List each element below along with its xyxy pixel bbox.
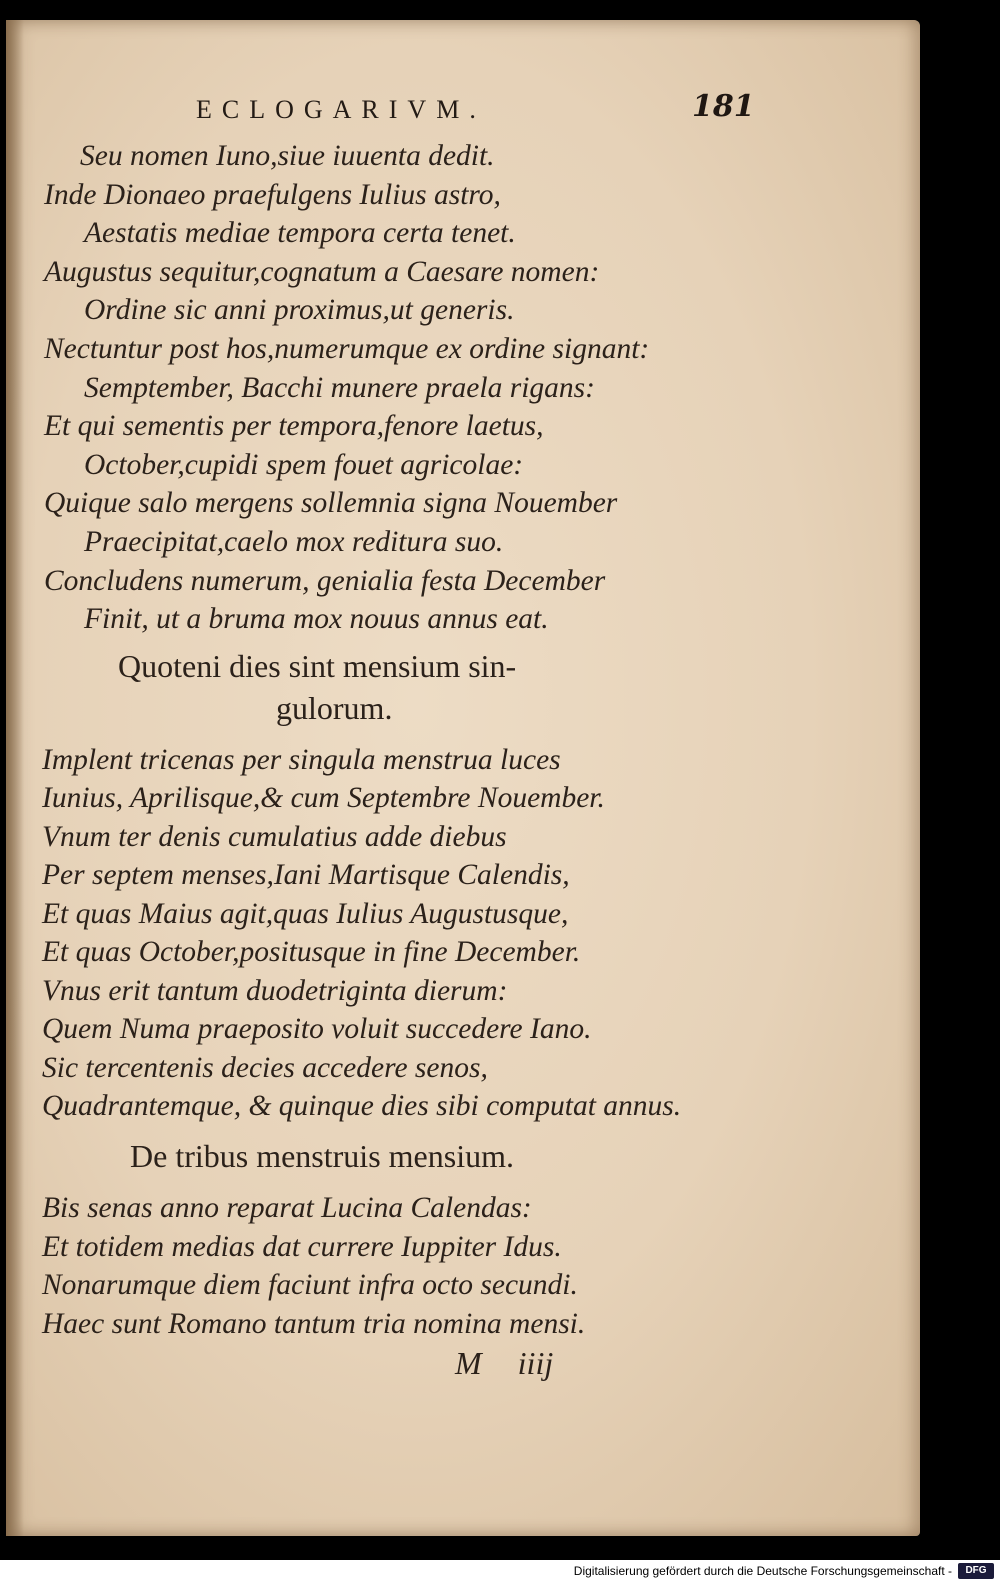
verse-line: Et quas October,positusque in fine December.	[42, 936, 581, 968]
verse-line: Ordine sic anni proximus,ut generis.	[84, 294, 515, 326]
verse-line: Sic tercentenis decies accedere senos,	[42, 1052, 488, 1084]
verse-line: Concludens numerum, genialia festa December	[44, 565, 606, 597]
verse-line: Finit, ut a bruma mox nouus annus eat.	[84, 603, 549, 635]
verse-line: Per septem menses,Iani Martisque Calendis,	[42, 859, 570, 891]
verse-line: Vnum ter denis cumulatius adde diebus	[42, 821, 507, 853]
verse-line: Haec sunt Romano tantum tria nomina mensi.	[42, 1308, 586, 1340]
verse-line: Quique salo mergens sollemnia signa Nouember	[44, 487, 618, 519]
page-header	[0, 89, 1000, 135]
verse-line: Praecipitat,caelo mox reditura suo.	[84, 526, 504, 558]
verse-line: Et quas Maius agit,quas Iulius Augustusque,	[42, 898, 569, 930]
verse-line: Aestatis mediae tempora certa tenet.	[84, 217, 516, 249]
folio-number: 181	[692, 89, 755, 124]
verse-line: Semptember, Bacchi munere praela rigans:	[84, 372, 595, 404]
verse-line: Nectuntur post hos,numerumque ex ordine signant:	[44, 333, 650, 365]
verse-line: Implent tricenas per singula menstrua luces	[42, 744, 561, 776]
section-heading-2: De tribus menstruis mensium.	[130, 1138, 514, 1174]
verse-line: Iunius, Aprilisque,& cum Septembre Nouember.	[42, 782, 605, 814]
verse-line: Quem Numa praeposito voluit succedere Iano.	[42, 1013, 592, 1045]
verse-line: Et totidem medias dat currere Iuppiter Idus.	[42, 1231, 562, 1263]
verse-line: Seu nomen Iuno,siue iuuenta dedit.	[80, 140, 495, 172]
dfg-logo-icon: DFG	[958, 1563, 994, 1579]
verse-line: Augustus sequitur,cognatum a Caesare nomen:	[44, 256, 600, 288]
funding-notice: Digitalisierung gefördert durch die Deutsche Forschungsgemeinschaft -	[573, 1564, 952, 1578]
verse-line: Vnus erit tantum duodetriginta dierum:	[42, 975, 508, 1007]
verse-line: Nonarumque diem faciunt infra octo secundi.	[42, 1269, 578, 1301]
section-heading-line: Quoteni dies sint mensium sin-	[118, 648, 517, 684]
section-heading-line: gulorum.	[276, 690, 393, 726]
page-gutter-shadow	[6, 20, 24, 1536]
verse-line: Inde Dionaeo praefulgens Iulius astro,	[44, 179, 501, 211]
digitization-footer	[0, 1560, 1000, 1584]
verse-line: Et qui sementis per tempora,fenore laetus,	[44, 410, 544, 442]
verse-line: October,cupidi spem fouet agricolae:	[84, 449, 524, 481]
running-title: ECLOGARIVM.	[196, 95, 486, 124]
signature-mark: M iiij	[455, 1345, 554, 1381]
verse-line: Bis senas anno reparat Lucina Calendas:	[42, 1192, 532, 1224]
verse-line: Quadrantemque, & quinque dies sibi computat annus.	[42, 1090, 682, 1122]
